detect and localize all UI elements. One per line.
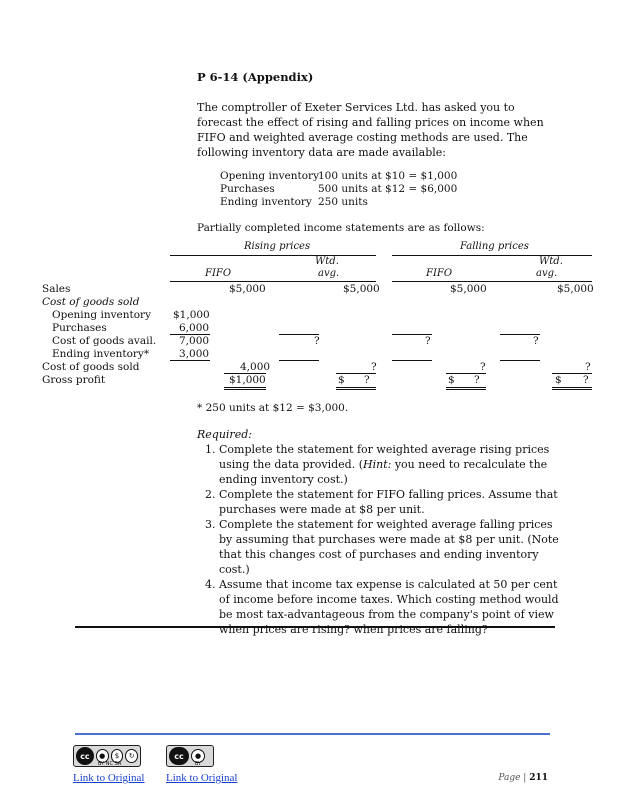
cell-dollar: $ — [338, 374, 345, 386]
row-label-opening: Opening inventory — [52, 309, 152, 321]
required-item: 2. Complete the statement for FIFO falling prices. Assume that purchases were made at $8 per unit. — [219, 487, 562, 517]
col-header-avg: avg. — [536, 268, 558, 279]
rule — [224, 387, 266, 388]
rule — [392, 360, 432, 361]
header-rising-prices: Rising prices — [244, 241, 311, 252]
cell: ? — [364, 374, 370, 386]
cell: $5,000 — [450, 283, 487, 295]
col-header-avg: avg. — [318, 268, 340, 279]
required-section — [197, 427, 562, 637]
row-label-ending: Ending inventory* — [52, 348, 150, 360]
inventory-label: Ending inventory — [220, 196, 312, 208]
rule — [552, 387, 592, 388]
share-alike-icon: ↻ — [125, 749, 138, 763]
row-label-sales: Sales — [42, 283, 71, 295]
inventory-value: 250 units — [318, 196, 368, 208]
cell: $1,000 — [173, 309, 210, 321]
cell: 4,000 — [240, 361, 271, 373]
person-icon: ● — [96, 749, 109, 763]
page-number — [498, 773, 548, 783]
row-label-gross-profit: Gross profit — [42, 374, 106, 386]
cell: ? — [583, 374, 589, 386]
required-text: Complete the statement for weighted average rising prices using the data provided. ( — [219, 443, 550, 471]
cell-dollar: $ — [555, 374, 562, 386]
rule — [336, 387, 376, 388]
cell: $5,000 — [229, 283, 266, 295]
row-label-available: Cost of goods avail. — [52, 335, 157, 347]
cc-sub-label: BY — [195, 761, 202, 767]
cc-sub-label: BY NC SA — [98, 761, 122, 767]
rule — [279, 334, 319, 335]
partial-statement-intro: Partially completed income statements are as follows: — [197, 222, 485, 234]
inventory-value: 500 units at $12 = $6,000 — [318, 183, 458, 195]
cell: 3,000 — [179, 348, 210, 360]
cell: ? — [585, 361, 591, 373]
header-falling-prices: Falling prices — [460, 241, 529, 252]
person-icon: ● — [191, 749, 205, 763]
required-item: 3. Complete the statement for weighted average falling prices by assuming that purchases were made at $8 per unit. (Note that this changes cost of purchases and ending inventory cost.) — [219, 517, 562, 577]
problem-title: P 6-14 (Appendix) — [197, 70, 314, 84]
rule — [224, 389, 266, 390]
cell: ? — [533, 335, 539, 347]
rule — [500, 360, 540, 361]
required-title: Required: — [197, 428, 252, 441]
rule — [392, 281, 592, 282]
inventory-label: Opening inventory — [220, 170, 320, 182]
intro-paragraph: The comptroller of Exeter Services Ltd. has asked you to forecast the effect of rising and falling prices on income when FIFO and weighted average costing methods are used. The following inventory data are made available: — [197, 101, 544, 159]
cc-logo-icon: cc — [76, 747, 94, 765]
cell: $5,000 — [557, 283, 594, 295]
hint-label: Hint: — [363, 458, 392, 471]
section-divider — [75, 626, 555, 628]
cell: ? — [474, 374, 480, 386]
rule — [279, 360, 319, 361]
required-text: you need to recalculate the ending inventory cost.) — [219, 458, 548, 486]
col-header-wtd: Wtd. — [539, 256, 563, 267]
col-header-fifo: FIFO — [426, 268, 453, 279]
link-to-original[interactable]: Link to Original — [73, 772, 145, 784]
rule — [446, 389, 486, 390]
inventory-label: Purchases — [220, 183, 275, 195]
rule — [336, 389, 376, 390]
row-label-cogs: Cost of goods sold — [42, 361, 140, 373]
cell: ? — [480, 361, 486, 373]
required-item: 4. Assume that income tax expense is calculated at 50 per cent of income before income taxes. Which costing method would be most tax-advantageous from the company's point of view when prices are rising? when prices are falling? — [219, 577, 562, 637]
rule — [552, 389, 592, 390]
cell: $1,000 — [229, 374, 266, 386]
cell: ? — [425, 335, 431, 347]
cell: ? — [314, 335, 320, 347]
noncommercial-icon: $ — [111, 749, 124, 763]
cc-license-badge — [166, 745, 214, 767]
cell: 7,000 — [179, 335, 210, 347]
page-number-value: 211 — [529, 773, 548, 783]
rule — [170, 281, 376, 282]
col-header-fifo: FIFO — [205, 268, 232, 279]
rule — [170, 255, 376, 256]
inventory-value: 100 units at $10 = $1,000 — [318, 170, 458, 182]
link-to-original[interactable]: Link to Original — [166, 772, 238, 784]
cell: 6,000 — [179, 322, 210, 334]
row-label-purchases: Purchases — [52, 322, 107, 334]
page-label: Page | — [498, 773, 527, 783]
rule — [446, 387, 486, 388]
cell-dollar: $ — [448, 374, 455, 386]
rule — [170, 360, 210, 361]
cc-logo-icon: cc — [169, 747, 189, 765]
cc-license-badge — [73, 745, 141, 767]
footnote: * 250 units at $12 = $3,000. — [197, 402, 349, 414]
required-item — [219, 442, 562, 487]
row-label-cogs-heading: Cost of goods sold — [42, 296, 140, 308]
col-header-wtd: Wtd. — [315, 256, 339, 267]
required-list — [197, 442, 562, 637]
cell: ? — [371, 361, 377, 373]
cell: $5,000 — [343, 283, 380, 295]
footer-rule — [75, 733, 550, 735]
